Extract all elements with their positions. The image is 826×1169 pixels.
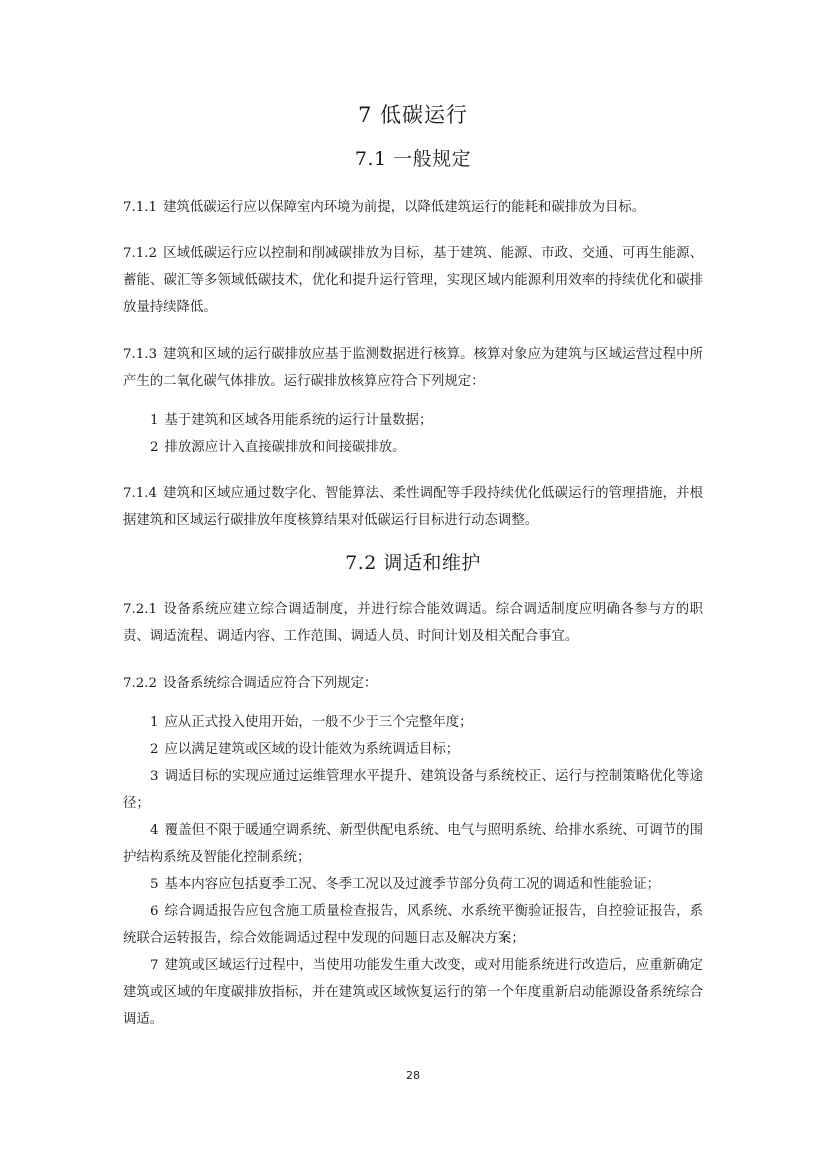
clause-number: 7.2.1 bbox=[123, 602, 158, 617]
clause-text: 建筑和区域应通过数字化、智能算法、柔性调配等手段持续优化低碳运行的管理措施，并根据建筑和区域运行碳排放年度核算结果对低碳运行目标进行动态调整。 bbox=[123, 486, 703, 528]
clause-text: 设备系统应建立综合调适制度，并进行综合能效调适。综合调适制度应明确各参与方的职责、调适流程、调适内容、工作范围、调适人员、时间计划及相关配合事宜。 bbox=[123, 602, 703, 644]
item-text: 应从正式投入使用开始，一般不少于三个完整年度； bbox=[164, 715, 473, 730]
clause-text: 设备系统综合调适应符合下列规定： bbox=[163, 676, 378, 691]
list-item bbox=[123, 952, 703, 1033]
clause-7-1-1 bbox=[123, 194, 703, 221]
item-number: 1 bbox=[150, 413, 159, 428]
list-item bbox=[123, 434, 703, 461]
list-item bbox=[123, 709, 703, 736]
item-text: 基本内容应包括夏季工况、冬季工况以及过渡季节部分负荷工况的调适和性能验证； bbox=[164, 877, 660, 892]
list-item bbox=[123, 407, 703, 434]
list-item bbox=[123, 763, 703, 817]
clause-7-1-4 bbox=[123, 480, 703, 534]
section-title-general: 7.1 一般规定 bbox=[354, 148, 472, 170]
clause-7-1-2 bbox=[123, 240, 703, 321]
item-text: 应以满足建筑或区域的设计能效为系统调适目标； bbox=[164, 742, 460, 757]
chapter-title: 7 低碳运行 bbox=[357, 103, 469, 127]
clause-7-1-3 bbox=[123, 341, 703, 395]
list-item bbox=[123, 817, 703, 871]
clause-7-2-1 bbox=[123, 596, 703, 650]
item-text: 基于建筑和区域各用能系统的运行计量数据； bbox=[164, 413, 433, 428]
item-text: 建筑或区域运行过程中，当使用功能发生重大改变，或对用能系统进行改造后，应重新确定建筑或区域的年度碳排放指标，并在建筑或区域恢复运行的第一个年度重新启动能源设备系统综合调适。 bbox=[123, 958, 703, 1027]
clause-text: 建筑和区域的运行碳排放应基于监测数据进行核算。核算对象应为建筑与区域运营过程中所产生的二氧化碳气体排放。运行碳排放核算应符合下列规定： bbox=[123, 347, 703, 389]
clause-number: 7.1.2 bbox=[123, 246, 158, 261]
list-item bbox=[123, 898, 703, 952]
item-text: 综合调适报告应包含施工质量检查报告，风系统、水系统平衡验证报告，自控验证报告，系统联合运转报告，综合效能调适过程中发现的问题日志及解决方案； bbox=[123, 904, 703, 946]
item-text: 覆盖但不限于暖通空调系统、新型供配电系统、电气与照明系统、给排水系统、可调节的围护结构系统及智能化控制系统； bbox=[123, 823, 703, 865]
section-title-commissioning: 7.2 调适和维护 bbox=[345, 552, 481, 574]
item-number: 5 bbox=[150, 877, 159, 892]
clause-number: 7.2.2 bbox=[123, 676, 158, 691]
item-number: 7 bbox=[150, 958, 159, 973]
item-number: 2 bbox=[150, 742, 159, 757]
item-number: 1 bbox=[150, 715, 159, 730]
clause-number: 7.1.3 bbox=[123, 347, 158, 362]
item-text: 调适目标的实现应通过运维管理水平提升、建筑设备与系统校正、运行与控制策略优化等途径； bbox=[123, 769, 703, 811]
list-item bbox=[123, 736, 703, 763]
item-number: 3 bbox=[150, 769, 159, 784]
item-number: 2 bbox=[150, 440, 159, 455]
clause-number: 7.1.1 bbox=[123, 200, 158, 215]
clause-number: 7.1.4 bbox=[123, 486, 158, 501]
clause-7-2-2 bbox=[123, 670, 703, 697]
clause-text: 建筑低碳运行应以保障室内环境为前提，以降低建筑运行的能耗和碳排放为目标。 bbox=[163, 200, 646, 215]
clause-text: 区域低碳运行应以控制和削减碳排放为目标，基于建筑、能源、市政、交通、可再生能源、蓄能、碳汇等多领域低碳技术，优化和提升运行管理，实现区域内能源利用效率的持续优化和碳排放量持续降低。 bbox=[123, 246, 703, 315]
item-number: 6 bbox=[150, 904, 159, 919]
item-number: 4 bbox=[150, 823, 159, 838]
item-text: 排放源应计入直接碳排放和间接碳排放。 bbox=[164, 440, 406, 455]
list-item bbox=[123, 871, 703, 898]
page-number: 28 bbox=[406, 1069, 420, 1082]
